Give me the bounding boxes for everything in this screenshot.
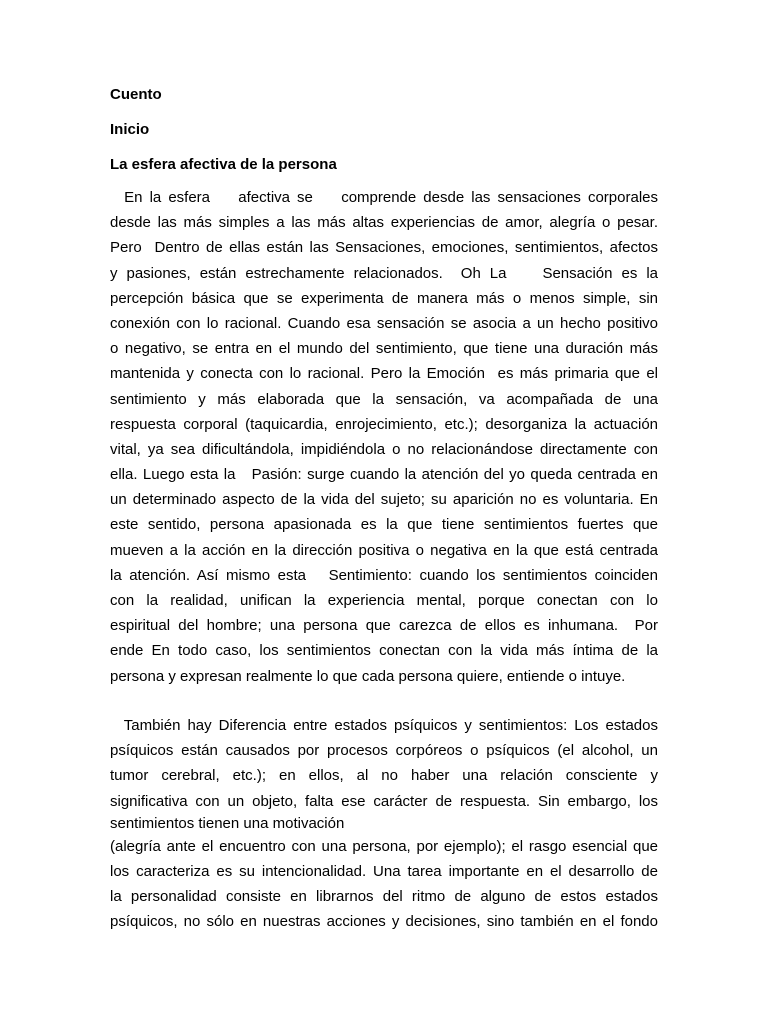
paragraph-line: desde las más simples a las más altas experiencias de amor, alegría o pesar.	[110, 214, 658, 232]
paragraph-line: (alegría ante el encuentro con una persona, por ejemplo); el rasgo esencial que	[110, 837, 658, 855]
paragraph-line: espiritual del hombre; una persona que carezca de ellos es inhumana. Por	[110, 617, 658, 635]
document-subtitle: Inicio	[110, 121, 150, 138]
paragraph-line: respuesta corporal (taquicardia, enrojecimiento, etc.); desorganiza la actuación	[110, 415, 658, 433]
paragraph-line: un determinado aspecto de la vida del sujeto; su aparición no es voluntaria. En	[110, 491, 658, 509]
paragraph-line: ende En todo caso, los sentimientos conectan con la vida más íntima de la	[110, 642, 658, 660]
paragraph-line: significativa con un objeto, falta ese carácter de respuesta. Sin embargo, los	[110, 792, 658, 810]
paragraph-line: y pasiones, están estrechamente relacionados. Oh La Sensación es la	[110, 264, 658, 282]
paragraph-1	[110, 185, 658, 689]
paragraph-line: la personalidad consiste en librarnos del ritmo de alguno de estos estados	[110, 888, 658, 906]
paragraph-line: o negativo, se entra en el mundo del sentimiento, que tiene una duración más	[110, 340, 658, 358]
paragraph-line: los caracteriza es su intencionalidad. Una tarea importante en el desarrollo de	[110, 862, 658, 880]
paragraph-line: Pero Dentro de ellas están las Sensaciones, emociones, sentimientos, afectos	[110, 239, 658, 257]
paragraph-line: sentimiento y más elaborada que la sensación, va acompañada de una	[110, 390, 658, 408]
paragraph-2	[110, 713, 658, 935]
document-title: Cuento	[110, 86, 162, 103]
paragraph-line: tumor cerebral, etc.); en ellos, al no haber una relación consciente y	[110, 767, 658, 785]
paragraph-line: psíquicos, no sólo en nuestras acciones y decisiones, sino también en el fondo	[110, 913, 658, 931]
paragraph-line: mueven a la acción en la dirección positiva o negativa en la que está centrada	[110, 541, 658, 559]
paragraph-line: sentimientos tienen una motivación	[110, 814, 345, 832]
paragraph-line: persona y expresan realmente lo que cada persona quiere, entiende o intuye.	[110, 667, 626, 685]
paragraph-line: con la realidad, unifican la experiencia mental, porque conectan con lo	[110, 592, 658, 609]
paragraph-line: mantenida y conecta con lo racional. Pero la Emoción es más primaria que el	[110, 365, 658, 383]
paragraph-line: En la esfera afectiva se comprende desde las sensaciones corporales	[110, 189, 658, 206]
paragraph-line: la atención. Así mismo esta Sentimiento: cuando los sentimientos coinciden	[110, 566, 658, 584]
paragraph-line: ella. Luego esta la Pasión: surge cuando la atención del yo queda centrada en	[110, 466, 658, 484]
paragraph-line: este sentido, persona apasionada es la que tiene sentimientos fuertes que	[110, 516, 658, 534]
paragraph-line: percepción básica que se experimenta de manera más o menos simple, sin	[110, 289, 658, 307]
paragraph-line: También hay Diferencia entre estados psíquicos y sentimientos: Los estados	[110, 717, 658, 734]
paragraph-line: conexión con lo racional. Cuando esa sensación se asocia a un hecho positivo	[110, 314, 658, 332]
paragraph-line: vital, ya sea dificultándola, impidiéndola o no relacionándose directamente con	[110, 440, 658, 458]
paragraph-line: psíquicos están causados por procesos corpóreos o psíquicos (el alcohol, un	[110, 742, 658, 760]
section-heading: La esfera afectiva de la persona	[110, 156, 337, 173]
